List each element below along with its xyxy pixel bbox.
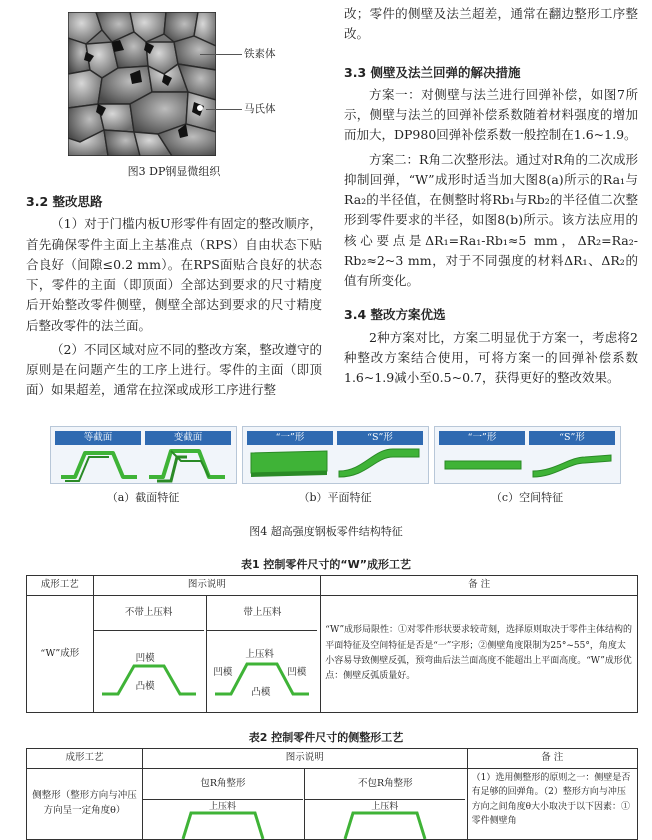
- t2-illus-2: [305, 768, 467, 839]
- martensite-leader-line: [206, 109, 242, 110]
- subcaption-a: （a）截面特征: [106, 491, 180, 504]
- t2-sub-wrap-r: 包R角整形: [143, 769, 303, 800]
- panel-c-header-1: “一”形: [439, 431, 525, 445]
- panel-c-header-2: “S”形: [529, 431, 615, 445]
- panel-b-drawing: [243, 427, 428, 483]
- section-3-3-heading: 3.3 侧壁及法兰回弹的解决措施: [344, 64, 521, 80]
- right-paragraph-0: 改；零件的侧壁及法兰超差，通常在翻边整形工序整改。: [344, 6, 638, 42]
- t1-illus-1: [93, 596, 207, 713]
- label-martensite: 马氏体: [244, 103, 276, 115]
- panel-a-header-2: 变截面: [145, 431, 231, 445]
- right-paragraph-1: 方案一：对侧壁与法兰进行回弹补偿，如图7所示，侧壁与法兰的回弹补偿系数随着材料强度的增加而加大，DP980回弹补偿系数一般控制在1.6~1.9。: [344, 86, 638, 143]
- right-paragraph-2: 方案二：R角二次整形法。通过对R角的二次成形抑制回弹，“W”成形时适当加大图8(a)所示的Ra₁与Ra₂的半径值，在侧整时将Rb₁与Rb₂的半径值二次整形到零件要求的半径，如图8(b)所示。该方法应用的核心要点是ΔR₁=Ra₁-Rb₁≈5 mm，ΔR₂=Ra₂-Rb₂≈2~3 mm，对于不同强度的材料ΔR₁、ΔR₂的值有所变化。: [344, 151, 638, 288]
- t1-die-label: 凹模: [135, 653, 155, 664]
- t1-illus-2: [207, 596, 321, 713]
- panel-a-drawing: [51, 427, 236, 483]
- figure-4-panels: [50, 426, 620, 482]
- right-paragraph-3: 2种方案对比，方案二明显优于方案一，考虑将2种整改方案结合使用，可将方案一的回弹补偿系数1.6~1.9减小至0.5~0.7，获得更好的整改效果。: [344, 329, 638, 385]
- ferrite-leader-line: [200, 54, 242, 55]
- panel-section-feature: [50, 426, 237, 484]
- t1-header-note: 备 注: [321, 576, 638, 596]
- t1-die2b-label: 凹模: [287, 667, 307, 678]
- left-paragraph-2: （2）不同区域对应不同的整改方案，整改遵守的原则是在问题产生的工序上进行。零件的主面（即顶面）如果超差，通常在拉深或成形工序进行整: [26, 341, 322, 398]
- t1-punch-label: 凸模: [135, 681, 155, 692]
- t2-header-process: 成形工艺: [27, 749, 143, 769]
- t2-header-note: 备 注: [467, 749, 637, 769]
- t1-process-cell: “W”成形: [27, 596, 94, 713]
- t2-sub-no-wrap-r: 不包R角整形: [305, 769, 465, 800]
- panel-b-header-2: “S”形: [337, 431, 423, 445]
- label-ferrite: 铁素体: [244, 48, 276, 60]
- table-1: [26, 575, 638, 713]
- t1-punch2-label: 凸模: [251, 687, 271, 698]
- t1-note-cell: “W”成形局限性：①对零件形状要求较苛刻，选择原则取决于零件主体结构的平面特征及空间特征是否是“一”字形；②侧壁角度限制为25°~55°，角度太小容易导致侧壁反弧，预弯曲后法兰面高度不能超出上平面高度。“W”成形优点：侧壁反弧质量好。: [321, 596, 638, 713]
- subcaption-c: （c）空间特征: [490, 491, 564, 504]
- t1-sub-no-pad: 不带上压料: [94, 596, 204, 631]
- t2-diagram-2: [305, 799, 465, 839]
- figure-4-caption: 图4 超高强度钢板零件结构特征: [249, 525, 403, 538]
- t1-header-illus: 图示说明: [93, 576, 321, 596]
- t1-diagram-no-pad: [94, 630, 204, 712]
- left-column: [26, 192, 322, 401]
- t1-header-process: 成形工艺: [27, 576, 94, 596]
- t2-note-cell: （1）选用侧整形的原则之一：侧壁是否有足够的回弹角。（2）整形方向与冲压方向之间角度θ大小取决于以下因素：①零件侧壁角: [467, 768, 637, 839]
- table-1-caption: 表1 控制零件尺寸的“W”成形工艺: [240, 558, 412, 571]
- t2-upper-pad2-label: 上压料: [371, 801, 399, 812]
- t2-illus-1: [142, 768, 304, 839]
- panel-plane-feature: [242, 426, 429, 484]
- t2-diagram-1: [143, 799, 303, 839]
- t1-sub-with-pad: 带上压料: [207, 596, 317, 631]
- subcaption-b: （b）平面特征: [298, 491, 372, 504]
- panel-b-header-1: “一”形: [247, 431, 333, 445]
- table-2-caption: 表2 控制零件尺寸的侧整形工艺: [248, 731, 404, 744]
- t2-upper-pad-label: 上压料: [208, 801, 236, 812]
- figure-3-caption: 图3 DP钢显微组织: [127, 165, 221, 178]
- panel-space-feature: [434, 426, 621, 484]
- section-3-4-heading: 3.4 整改方案优选: [344, 307, 446, 323]
- left-paragraph-1: （1）对于门槛内板U形零件有固定的整改顺序，首先确保零件主面上主基准点（RPS）自由状态下贴合良好（间隙≤0.2 mm）。在RPS面贴合良好的状态下，零件的主面（即顶面）全部达到要求的尺寸精度后开始整改零件侧壁，侧壁全部达到要求的尺寸精度后整改零件的法兰面。: [26, 216, 322, 333]
- panel-a-header-1: 等截面: [55, 431, 141, 445]
- panel-c-drawing: [435, 427, 620, 483]
- right-column: [344, 4, 638, 388]
- section-3-2-heading: 3.2 整改思路: [26, 194, 103, 209]
- t2-process-cell: 侧整形（整形方向与冲压方向呈一定角度θ）: [27, 768, 143, 839]
- table-2: [26, 748, 638, 840]
- t2-header-illus: 图示说明: [142, 749, 467, 769]
- t1-upper-pad-label: 上压料: [245, 649, 274, 660]
- dp-steel-micrograph: [68, 12, 216, 156]
- t1-die2-label: 凹模: [213, 667, 233, 678]
